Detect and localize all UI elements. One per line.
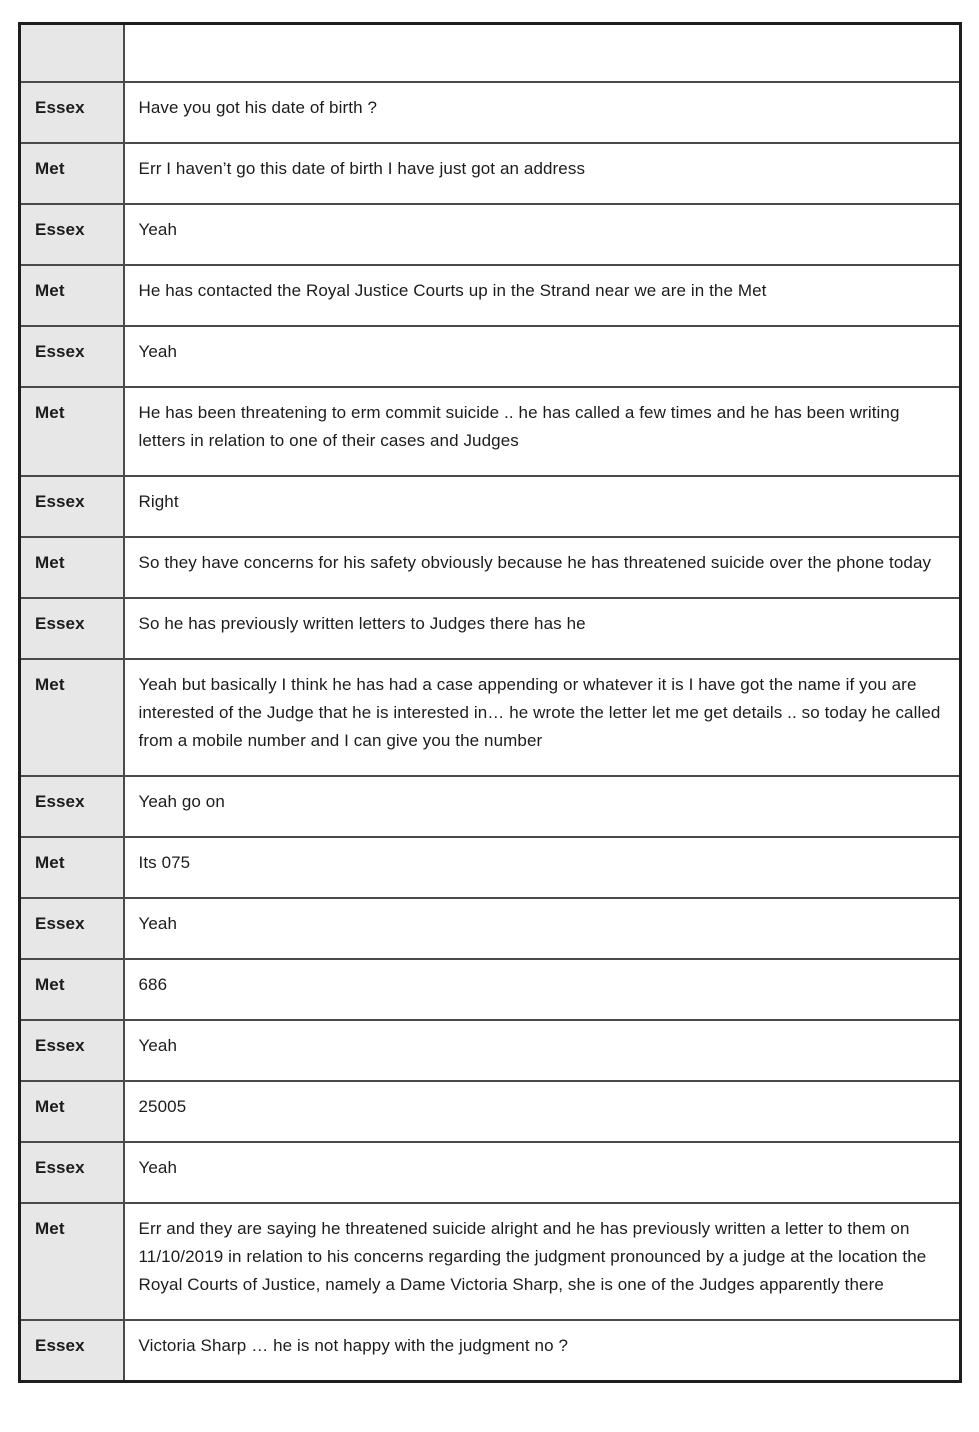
speaker-cell: Met xyxy=(20,537,124,598)
utterance-cell: Yeah go on xyxy=(124,776,961,837)
table-row xyxy=(20,898,961,959)
utterance-cell: Err and they are saying he threatened suicide alright and he has previously written a letter to them on 11/10/2019 in relation to his concerns regarding the judgment pronounced by a judge at the location the Royal Courts of Justice, namely a Dame Victoria Sharp, she is one of the Judges apparently there xyxy=(124,1203,961,1320)
table-row xyxy=(20,776,961,837)
utterance-cell: He has been threatening to erm commit suicide .. he has called a few times and he has been writing letters in relation to one of their cases and Judges xyxy=(124,387,961,476)
utterance-cell: Victoria Sharp … he is not happy with the judgment no ? xyxy=(124,1320,961,1382)
transcript-table xyxy=(18,22,962,1383)
table-row xyxy=(20,326,961,387)
utterance-cell: Yeah but basically I think he has had a case appending or whatever it is I have got the name if you are interested of the Judge that he is interested in… he wrote the letter let me get details .. so today he called from a mobile number and I can give you the number xyxy=(124,659,961,776)
table-row xyxy=(20,476,961,537)
table-row xyxy=(20,659,961,776)
utterance-cell: Right xyxy=(124,476,961,537)
speaker-cell: Essex xyxy=(20,776,124,837)
utterance-cell: Err I haven’t go this date of birth I have just got an address xyxy=(124,143,961,204)
table-row xyxy=(20,265,961,326)
table-row xyxy=(20,204,961,265)
speaker-cell: Met xyxy=(20,387,124,476)
table-row xyxy=(20,1142,961,1203)
speaker-cell: Essex xyxy=(20,326,124,387)
speaker-cell: Essex xyxy=(20,898,124,959)
speaker-cell: Essex xyxy=(20,204,124,265)
speaker-cell xyxy=(20,24,124,82)
table-row xyxy=(20,1203,961,1320)
utterance-cell: Yeah xyxy=(124,1142,961,1203)
speaker-cell: Essex xyxy=(20,82,124,143)
utterance-cell: Its 075 xyxy=(124,837,961,898)
speaker-cell: Met xyxy=(20,143,124,204)
utterance-cell: So he has previously written letters to Judges there has he xyxy=(124,598,961,659)
speaker-cell: Essex xyxy=(20,1320,124,1382)
table-row xyxy=(20,143,961,204)
table-row xyxy=(20,387,961,476)
utterance-cell xyxy=(124,24,961,82)
utterance-cell: Yeah xyxy=(124,326,961,387)
speaker-cell: Essex xyxy=(20,476,124,537)
speaker-cell: Met xyxy=(20,265,124,326)
speaker-cell: Met xyxy=(20,659,124,776)
utterance-cell: So they have concerns for his safety obviously because he has threatened suicide over the phone today xyxy=(124,537,961,598)
transcript-body xyxy=(20,24,961,1382)
speaker-cell: Essex xyxy=(20,1142,124,1203)
speaker-cell: Essex xyxy=(20,598,124,659)
table-row xyxy=(20,1020,961,1081)
table-row xyxy=(20,598,961,659)
speaker-cell: Met xyxy=(20,959,124,1020)
utterance-cell: 25005 xyxy=(124,1081,961,1142)
table-row xyxy=(20,537,961,598)
utterance-cell: Have you got his date of birth ? xyxy=(124,82,961,143)
table-row xyxy=(20,959,961,1020)
speaker-cell: Met xyxy=(20,837,124,898)
transcript-page xyxy=(18,22,962,1383)
utterance-cell: Yeah xyxy=(124,1020,961,1081)
table-row xyxy=(20,1320,961,1382)
table-row xyxy=(20,82,961,143)
speaker-cell: Met xyxy=(20,1081,124,1142)
utterance-cell: Yeah xyxy=(124,204,961,265)
utterance-cell: Yeah xyxy=(124,898,961,959)
utterance-cell: He has contacted the Royal Justice Courts up in the Strand near we are in the Met xyxy=(124,265,961,326)
table-row xyxy=(20,24,961,82)
utterance-cell: 686 xyxy=(124,959,961,1020)
speaker-cell: Essex xyxy=(20,1020,124,1081)
speaker-cell: Met xyxy=(20,1203,124,1320)
table-row xyxy=(20,837,961,898)
table-row xyxy=(20,1081,961,1142)
